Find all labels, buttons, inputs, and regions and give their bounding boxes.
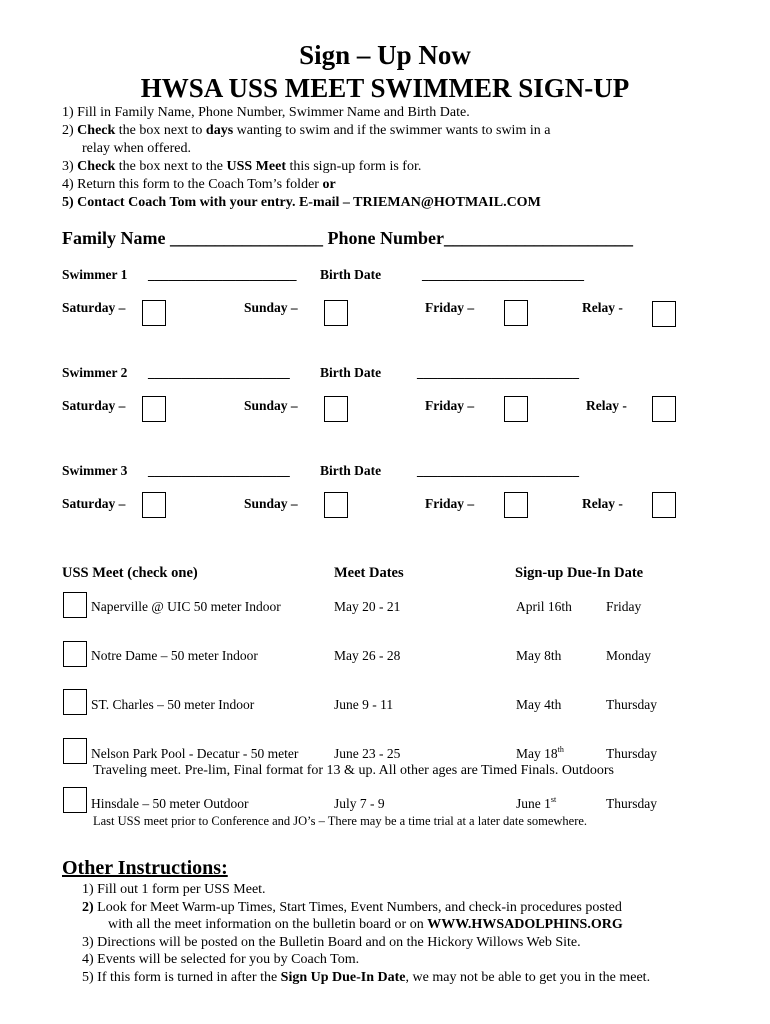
swimmer-3-friday-label: Friday – [425, 496, 475, 511]
swimmer-1-friday-label: Friday – [425, 300, 475, 315]
swimmer-1-birth-date-field[interactable]: ________________________ [422, 267, 584, 282]
swimmer-1-sunday-label: Sunday – [244, 300, 298, 315]
meet-due-date: May 4th [516, 697, 562, 712]
meet-due-day: Thursday [606, 796, 657, 811]
meet-dates: May 20 - 21 [334, 599, 401, 614]
phone-number-field[interactable]: _____________________ [443, 228, 633, 248]
meet-due-day: Thursday [606, 746, 657, 761]
meet-nelson-park-checkbox[interactable] [63, 738, 87, 764]
meet-note-nelson: Traveling meet. Pre-lim, Final format for 13 & up. All other ages are Timed Finals. Outdoors [93, 763, 614, 778]
other-instruction-5: 5) If this form is turned in after the Sign Up Due-In Date, we may not be able to get you in the meet. [82, 970, 651, 985]
swimmer-3-saturday-label: Saturday – [62, 496, 126, 511]
meet-st-charles-checkbox[interactable] [63, 689, 87, 715]
swimmer-1-sunday-checkbox[interactable] [324, 300, 348, 326]
meet-name: ST. Charles – 50 meter Indoor [91, 697, 255, 712]
swimmer-1-birth-date-label: Birth Date [320, 267, 382, 282]
other-instruction-4: 4) Events will be selected for you by Coach Tom. [82, 952, 360, 967]
swimmer-1-saturday-checkbox[interactable] [142, 300, 166, 326]
swimmer-1-relay-checkbox[interactable] [652, 301, 676, 327]
family-name-field[interactable]: _________________ [169, 228, 323, 248]
family-phone-line [62, 228, 633, 249]
meet-dates-column-header: Meet Dates [334, 565, 404, 581]
instruction-2: 2) Check the box next to days wanting to swim and if the swimmer wants to swim in a [62, 123, 551, 138]
swimmer-2-relay-checkbox[interactable] [652, 396, 676, 422]
meet-dates: May 26 - 28 [334, 648, 401, 663]
family-name-label: Family Name [62, 228, 166, 248]
swimmer-3-birth-date-field[interactable]: ________________________ [417, 463, 579, 478]
meet-due-day: Monday [606, 648, 651, 663]
swimmer-1-saturday-label: Saturday – [62, 300, 126, 315]
phone-number-label: Phone Number [327, 228, 444, 248]
form-heading: HWSA USS MEET SWIMMER SIGN-UP [140, 73, 630, 103]
instruction-3: 3) Check the box next to the USS Meet this sign-up form is for. [62, 159, 422, 174]
meet-due-date: April 16th [516, 599, 572, 614]
swimmer-2-friday-label: Friday – [425, 398, 475, 413]
swimmer-2-birth-date-label: Birth Date [320, 365, 382, 380]
swimmer-3-sunday-checkbox[interactable] [324, 492, 348, 518]
other-instruction-2: 2) Look for Meet Warm-up Times, Start Times, Event Numbers, and check-in procedures posted [82, 900, 622, 915]
instruction-1: 1) Fill in Family Name, Phone Number, Swimmer Name and Birth Date. [62, 105, 470, 120]
swimmer-2-birth-date-field[interactable]: ________________________ [417, 365, 579, 380]
meet-due-date: May 18th [516, 745, 564, 761]
meet-due-day: Friday [606, 599, 642, 614]
swimmer-3-name-field[interactable]: _____________________ [148, 463, 290, 478]
meet-due-day: Thursday [606, 697, 657, 712]
other-instruction-3: 3) Directions will be posted on the Bulletin Board and on the Hickory Willows Web Site. [82, 935, 581, 950]
swimmer-1-label: Swimmer 1 [62, 267, 128, 282]
meet-note-hinsdale: Last USS meet prior to Conference and JO’s – There may be a time trial at a later date somewhere. [93, 814, 588, 828]
swimmer-1-name-field[interactable]: ______________________ [148, 267, 297, 282]
swimmer-3-friday-checkbox[interactable] [504, 492, 528, 518]
other-instruction-1: 1) Fill out 1 form per USS Meet. [82, 882, 266, 897]
page-title: Sign – Up Now [299, 40, 471, 70]
website-link[interactable]: WWW.HWSADOLPHINS.ORG [427, 917, 623, 932]
swimmer-2-friday-checkbox[interactable] [504, 396, 528, 422]
other-instruction-2-continued: with all the meet information on the bulletin board or on WWW.HWSADOLPHINS.ORG [108, 917, 623, 932]
meet-naperville-checkbox[interactable] [63, 592, 87, 618]
meet-dates: June 23 - 25 [334, 746, 401, 761]
meet-due-date: June 1st [516, 795, 557, 811]
meet-notre-dame-checkbox[interactable] [63, 641, 87, 667]
swimmer-2-sunday-label: Sunday – [244, 398, 298, 413]
swimmer-3-sunday-label: Sunday – [244, 496, 298, 511]
swimmer-2-saturday-checkbox[interactable] [142, 396, 166, 422]
other-instructions-heading: Other Instructions: [62, 857, 228, 879]
swimmer-2-label: Swimmer 2 [62, 365, 128, 380]
swimmer-2-relay-label: Relay - [586, 398, 627, 413]
meet-name: Hinsdale – 50 meter Outdoor [91, 796, 249, 811]
swimmer-1-friday-checkbox[interactable] [504, 300, 528, 326]
uss-meet-column-header: USS Meet (check one) [62, 565, 198, 581]
swimmer-1-relay-label: Relay - [582, 300, 623, 315]
meet-name: Notre Dame – 50 meter Indoor [91, 648, 258, 663]
swimmer-2-name-field[interactable]: _____________________ [148, 365, 290, 380]
swimmer-3-relay-checkbox[interactable] [652, 492, 676, 518]
instruction-5: 5) Contact Coach Tom with your entry. E-mail – TRIEMAN@HOTMAIL.COM [62, 195, 541, 210]
meet-due-date: May 8th [516, 648, 562, 663]
swimmer-2-sunday-checkbox[interactable] [324, 396, 348, 422]
signup-due-column-header: Sign-up Due-In Date [515, 565, 644, 581]
meet-hinsdale-checkbox[interactable] [63, 787, 87, 813]
swimmer-2-saturday-label: Saturday – [62, 398, 126, 413]
instruction-4: 4) Return this form to the Coach Tom’s folder or [62, 177, 336, 192]
swimmer-3-relay-label: Relay - [582, 496, 623, 511]
swimmer-3-birth-date-label: Birth Date [320, 463, 382, 478]
meet-dates: June 9 - 11 [334, 697, 394, 712]
swimmer-3-label: Swimmer 3 [62, 463, 128, 478]
swimmer-3-saturday-checkbox[interactable] [142, 492, 166, 518]
instruction-2-continued: relay when offered. [82, 141, 191, 156]
meet-dates: July 7 - 9 [334, 796, 385, 811]
meet-name: Nelson Park Pool - Decatur - 50 meter [91, 746, 299, 761]
meet-name: Naperville @ UIC 50 meter Indoor [91, 599, 281, 614]
